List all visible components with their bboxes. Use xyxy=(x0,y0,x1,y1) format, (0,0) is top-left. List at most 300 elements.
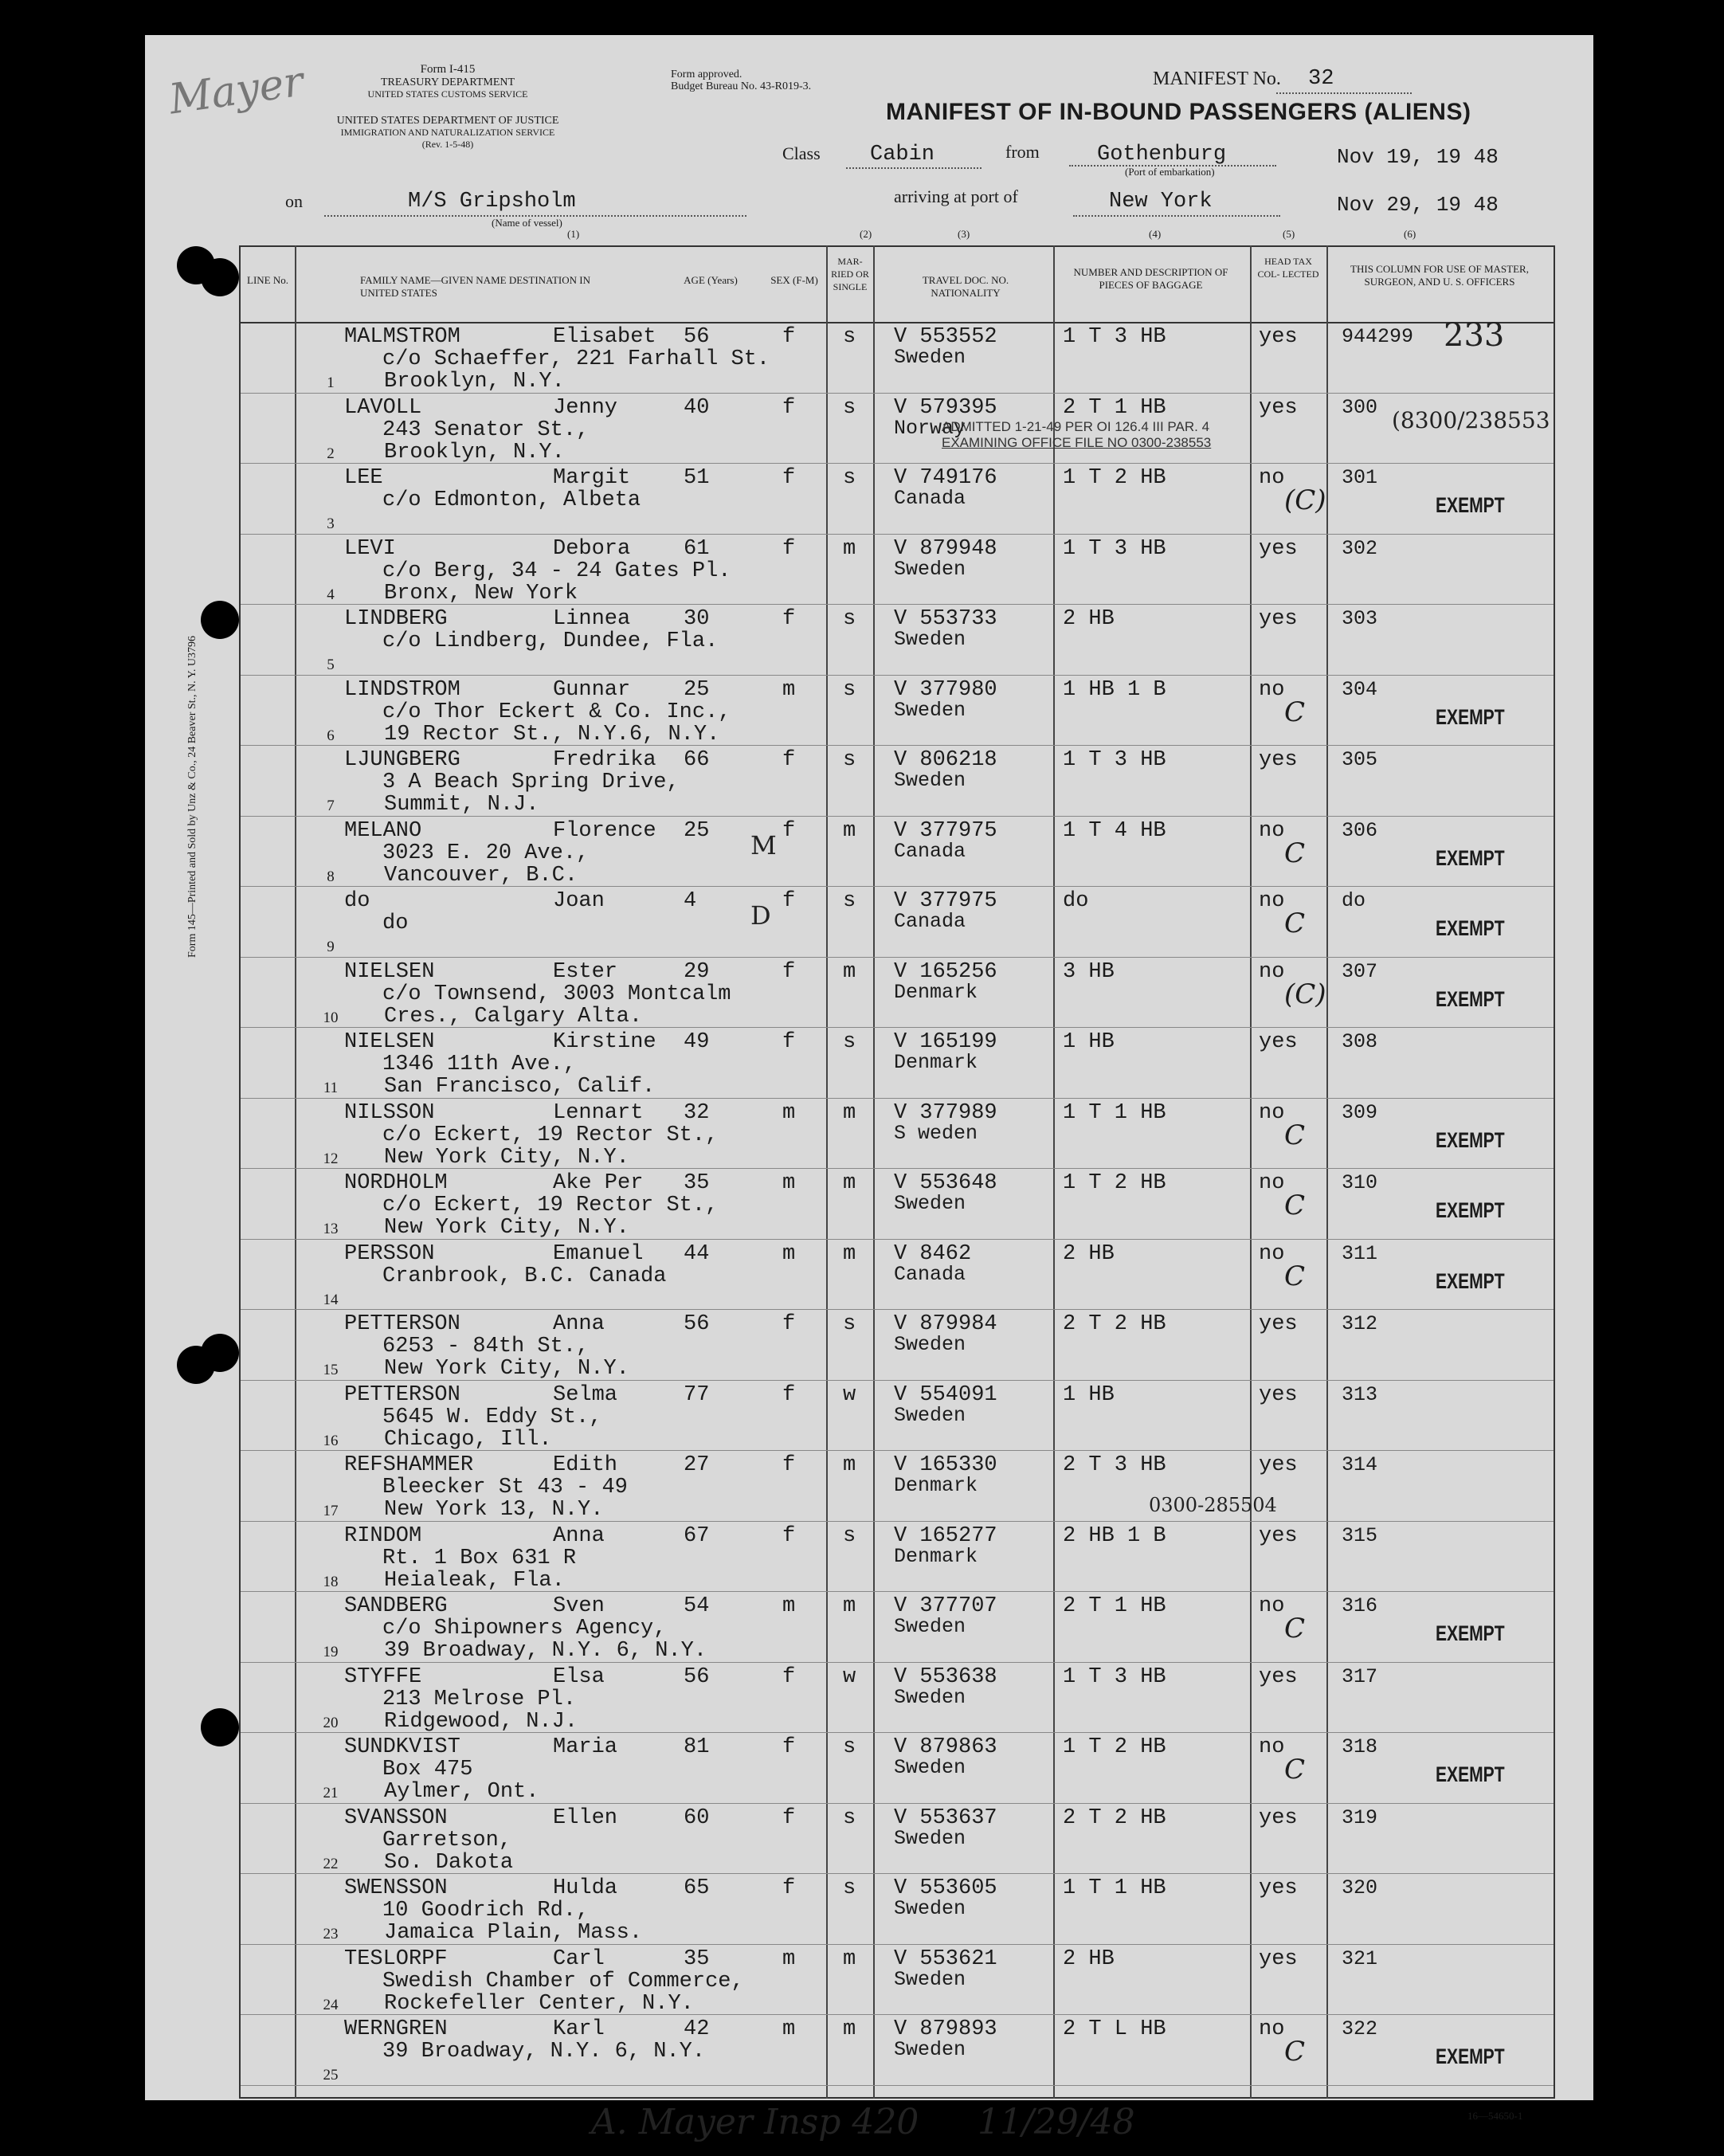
destination-line-2: Summit, N.J. xyxy=(384,793,539,817)
line-number: 13 xyxy=(323,1221,339,1237)
officer-number: 313 xyxy=(1342,1382,1378,1406)
col-header-baggage: NUMBER AND DESCRIPTION OF PIECES OF BAGGAGE xyxy=(1073,266,1228,291)
officer-number: 305 xyxy=(1342,748,1378,771)
nationality: Denmark xyxy=(894,1051,978,1074)
row-divider xyxy=(241,1380,1554,1381)
destination-line-1: c/o Eckert, 19 Rector St., xyxy=(382,1194,719,1217)
row-divider xyxy=(241,886,1554,887)
baggage: 2 HB 1 B xyxy=(1063,1523,1166,1548)
age: 51 xyxy=(684,466,710,490)
from-label: from xyxy=(1005,142,1040,162)
sex: f xyxy=(782,607,796,631)
sex: m xyxy=(782,1100,796,1125)
sex: f xyxy=(782,325,796,349)
nationality: Denmark xyxy=(894,980,978,1004)
table-row xyxy=(145,1029,1593,1100)
exempt-stamp: EXEMPT xyxy=(1436,1268,1505,1293)
vessel-name: M/S Gripsholm xyxy=(408,190,576,214)
row-divider xyxy=(241,2014,1554,2015)
inspection-date: 11/29/48 xyxy=(978,2102,1135,2142)
manifest-number-label: MANIFEST No. xyxy=(1153,69,1281,89)
officer-number: 300 xyxy=(1342,395,1378,419)
exempt-stamp: EXEMPT xyxy=(1436,845,1505,870)
travel-doc-number: V 749176 xyxy=(894,466,997,490)
given-name: Maria xyxy=(553,1735,618,1759)
head-tax: yes xyxy=(1259,1946,1298,1971)
inspector-mark: C xyxy=(1284,1613,1306,1644)
exempt-stamp: EXEMPT xyxy=(1436,1198,1505,1222)
line-number: 15 xyxy=(323,1362,339,1378)
nationality: Sweden xyxy=(894,1967,966,1991)
baggage: 2 T 2 HB xyxy=(1063,1805,1166,1830)
line-number: 8 xyxy=(327,868,335,885)
given-name: Karl xyxy=(553,2017,605,2041)
age: 77 xyxy=(684,1382,710,1407)
sex: f xyxy=(782,1876,796,1900)
officer-number: 317 xyxy=(1342,1664,1378,1688)
on-label: on xyxy=(285,191,303,211)
table-row xyxy=(145,394,1593,465)
nationality: Canada xyxy=(894,1262,966,1286)
officer-number: 316 xyxy=(1342,1594,1378,1617)
sex: m xyxy=(782,1171,796,1195)
table-row xyxy=(145,747,1593,817)
destination-line-2: Aylmer, Ont. xyxy=(384,1780,539,1804)
row-divider xyxy=(241,463,1554,464)
age: 60 xyxy=(684,1805,710,1830)
exempt-stamp: EXEMPT xyxy=(1436,1127,1505,1152)
nationality: Canada xyxy=(894,910,966,933)
inspector-mark: (C) xyxy=(1284,978,1326,1010)
punch-hole xyxy=(201,258,239,296)
col-header-head-tax: HEAD TAX COL- LECTED xyxy=(1257,256,1319,280)
col-header-travel-doc: TRAVEL DOC. NO. NATIONALITY xyxy=(922,274,1009,299)
manifest-sheet xyxy=(145,35,1593,2142)
line-number: 4 xyxy=(327,586,335,603)
marital-status: s xyxy=(843,325,856,349)
nationality: Sweden xyxy=(894,1897,966,1920)
family-name: SANDBERG xyxy=(344,1594,448,1618)
head-tax: no xyxy=(1259,1594,1285,1618)
baggage: 2 HB xyxy=(1063,1946,1115,1971)
nationality: Sweden xyxy=(894,1826,966,1850)
nationality: Canada xyxy=(894,487,966,510)
inspector-mark: C xyxy=(1284,907,1306,939)
line-number: 19 xyxy=(323,1644,339,1660)
marital-status: s xyxy=(843,607,856,631)
sex: f xyxy=(782,536,796,561)
head-tax: yes xyxy=(1259,1312,1298,1336)
sex: f xyxy=(782,818,796,843)
destination-line-1: Swedish Chamber of Commerce, xyxy=(382,1969,744,1993)
given-name: Debora xyxy=(553,536,631,561)
marital-status: m xyxy=(843,1946,856,1971)
handwritten-note: M xyxy=(750,829,777,860)
destination-line-1: c/o Edmonton, Albeta xyxy=(382,488,641,512)
table-row xyxy=(145,1875,1593,1946)
nationality: Sweden xyxy=(894,1756,966,1779)
travel-doc-number: V 165277 xyxy=(894,1523,997,1548)
table-row xyxy=(145,465,1593,535)
family-name: SVANSSON xyxy=(344,1805,448,1830)
row-divider xyxy=(241,604,1554,605)
sex: m xyxy=(782,2017,796,2041)
row-divider xyxy=(241,745,1554,746)
travel-doc-number: V 553605 xyxy=(894,1876,997,1900)
handwritten-note: (8300/238553 xyxy=(1392,406,1550,433)
travel-doc-number: V 8462 xyxy=(894,1241,972,1266)
baggage: 1 T 3 HB xyxy=(1063,748,1166,772)
sex: f xyxy=(782,889,796,913)
destination-line-2: New York City, N.Y. xyxy=(384,1357,629,1381)
table-row xyxy=(145,1664,1593,1735)
destination-line-1: Garretson, xyxy=(382,1828,512,1852)
line-number: 7 xyxy=(327,798,335,814)
marital-status: m xyxy=(843,536,856,561)
destination-line-1: Bleecker St 43 - 49 xyxy=(382,1476,628,1499)
officer-number: 321 xyxy=(1342,1946,1378,1970)
travel-doc-number: V 377975 xyxy=(894,889,997,913)
table-row xyxy=(145,535,1593,606)
manifest-number: 32 xyxy=(1308,67,1334,91)
table-row xyxy=(145,1523,1593,1593)
officer-number: 944299 xyxy=(1342,325,1414,348)
destination-line-1: c/o Townsend, 3003 Montcalm xyxy=(382,982,731,1006)
officer-number: 311 xyxy=(1342,1241,1378,1265)
sex: f xyxy=(782,1453,796,1477)
table-row xyxy=(145,1311,1593,1382)
given-name: Linnea xyxy=(553,607,631,631)
handwritten-note: 0300-285504 xyxy=(1149,1494,1277,1516)
col-header-sex: SEX (F-M) xyxy=(770,274,818,286)
head-tax: yes xyxy=(1259,1523,1298,1548)
sex: f xyxy=(782,1523,796,1548)
exempt-stamp: EXEMPT xyxy=(1436,1621,1505,1645)
sex: f xyxy=(782,748,796,772)
officer-number: 306 xyxy=(1342,818,1378,842)
nationality: Sweden xyxy=(894,769,966,792)
line-number: 11 xyxy=(323,1080,339,1096)
sex: f xyxy=(782,1030,796,1054)
row-divider xyxy=(241,957,1554,958)
admission-stamp xyxy=(942,419,1340,451)
travel-doc-number: V 879984 xyxy=(894,1312,997,1336)
head-tax: yes xyxy=(1259,1030,1298,1054)
age: 35 xyxy=(684,1171,710,1195)
family-name: NORDHOLM xyxy=(344,1171,448,1195)
destination-line-2: Brooklyn, N.Y. xyxy=(384,440,565,465)
family-name: LINDBERG xyxy=(344,607,448,631)
age: 4 xyxy=(684,889,697,913)
sex: m xyxy=(782,1946,796,1971)
nationality: Sweden xyxy=(894,1615,966,1638)
baggage: 1 HB xyxy=(1063,1030,1115,1054)
marital-status: s xyxy=(843,1523,856,1548)
baggage: 1 T 1 HB xyxy=(1063,1100,1166,1125)
family-name: SWENSSON xyxy=(344,1876,448,1900)
col-header-married: MAR- RIED OR SINGLE xyxy=(831,256,869,292)
budget-bureau: Budget Bureau No. 43-R019-3. xyxy=(671,80,812,92)
table-row xyxy=(145,1946,1593,2017)
travel-doc-number: V 554091 xyxy=(894,1382,997,1407)
table-row xyxy=(145,1170,1593,1241)
destination-line-2: 39 Broadway, N.Y. 6, N.Y. xyxy=(384,1639,707,1663)
destination-line-2: New York City, N.Y. xyxy=(384,1145,629,1170)
exempt-stamp: EXEMPT xyxy=(1436,493,1505,517)
baggage: 1 T 3 HB xyxy=(1063,1664,1166,1689)
exempt-stamp: EXEMPT xyxy=(1436,704,1505,729)
family-name: REFSHAMMER xyxy=(344,1453,474,1477)
destination-line-2: New York 13, N.Y. xyxy=(384,1498,604,1522)
head-tax: yes xyxy=(1259,1876,1298,1900)
row-divider xyxy=(241,393,1554,394)
table-row xyxy=(145,1452,1593,1523)
row-divider xyxy=(241,1732,1554,1733)
destination-line-1: 213 Melrose Pl. xyxy=(382,1687,577,1711)
inspector-mark: C xyxy=(1284,1119,1306,1151)
age: 42 xyxy=(684,2017,710,2041)
age: 81 xyxy=(684,1735,710,1759)
travel-doc-number: V 553637 xyxy=(894,1805,997,1830)
baggage: 2 T 1 HB xyxy=(1063,1594,1166,1618)
head-tax: no xyxy=(1259,889,1285,913)
head-tax: yes xyxy=(1259,395,1298,420)
family-name: TESLORPF xyxy=(344,1946,448,1971)
age: 27 xyxy=(684,1453,710,1477)
stamp-line-2: EXAMINING OFFICE FILE NO 0300-238553 xyxy=(942,435,1212,450)
family-name: LEVI xyxy=(344,536,396,561)
travel-doc-number: V 553733 xyxy=(894,607,997,631)
exempt-stamp: EXEMPT xyxy=(1436,916,1505,940)
margin-scribble: Mayer xyxy=(166,57,307,124)
table-row xyxy=(145,1734,1593,1805)
row-divider xyxy=(241,1309,1554,1310)
marital-status: m xyxy=(843,1594,856,1618)
marital-status: s xyxy=(843,1030,856,1054)
marital-status: m xyxy=(843,1453,856,1477)
table-row xyxy=(145,888,1593,958)
given-name: Edith xyxy=(553,1453,618,1477)
revision: (Rev. 1-5-48) xyxy=(421,139,474,150)
officer-number: 314 xyxy=(1342,1453,1378,1476)
age: 44 xyxy=(684,1241,710,1266)
officer-number: 303 xyxy=(1342,607,1378,630)
baggage: do xyxy=(1063,889,1089,913)
nationality: Sweden xyxy=(894,698,966,722)
family-name: do xyxy=(344,889,370,913)
given-name: Anna xyxy=(553,1312,605,1336)
form-code: 16—54650-1 xyxy=(1467,2110,1523,2122)
travel-doc-number: V 377975 xyxy=(894,818,997,843)
destination-line-1: 6253 - 84th St., xyxy=(382,1335,590,1358)
line-number: 5 xyxy=(327,657,335,673)
head-tax: no xyxy=(1259,1735,1285,1759)
line-number: 23 xyxy=(323,1926,339,1942)
table-row xyxy=(145,1100,1593,1170)
baggage: 3 HB xyxy=(1063,959,1115,984)
baggage: 1 T 1 HB xyxy=(1063,1876,1166,1900)
family-name: STYFFE xyxy=(344,1664,422,1689)
nationality: Sweden xyxy=(894,2038,966,2061)
col-number: (5) xyxy=(1283,228,1295,240)
family-name: LEE xyxy=(344,466,383,490)
line-number: 17 xyxy=(323,1503,339,1519)
given-name: Ake Per xyxy=(553,1171,644,1195)
destination-line-2: Chicago, Ill. xyxy=(384,1427,552,1452)
line-number: 9 xyxy=(327,939,335,955)
baggage: 1 T 3 HB xyxy=(1063,325,1166,349)
exempt-stamp: EXEMPT xyxy=(1436,2044,1505,2068)
nationality: Sweden xyxy=(894,346,966,369)
destination-line-2: Jamaica Plain, Mass. xyxy=(384,1921,643,1945)
table-row xyxy=(145,1593,1593,1664)
age: 67 xyxy=(684,1523,710,1548)
given-name: Jenny xyxy=(553,395,618,420)
family-name: NIELSEN xyxy=(344,1030,435,1054)
given-name: Ellen xyxy=(553,1805,618,1830)
justice-department: UNITED STATES DEPARTMENT OF JUSTICE xyxy=(336,115,559,127)
age: 25 xyxy=(684,677,710,702)
head-tax: no xyxy=(1259,2017,1285,2041)
marital-status: w xyxy=(843,1664,856,1689)
handwritten-note: 233 xyxy=(1444,317,1505,354)
marital-status: m xyxy=(843,1100,856,1125)
row-divider xyxy=(241,1450,1554,1451)
marital-status: s xyxy=(843,1312,856,1336)
inspector-mark: C xyxy=(1284,1754,1306,1786)
destination-line-1: Box 475 xyxy=(382,1758,473,1782)
officer-number: 307 xyxy=(1342,959,1378,983)
marital-status: s xyxy=(843,1735,856,1759)
exempt-stamp: EXEMPT xyxy=(1436,986,1505,1011)
destination-line-1: 39 Broadway, N.Y. 6, N.Y. xyxy=(382,2040,706,2064)
sex: f xyxy=(782,959,796,984)
baggage: 2 T 1 HB xyxy=(1063,395,1166,420)
stamp-line-1: ADMITTED 1-21-49 PER OI 126.4 III PAR. 4 xyxy=(942,419,1210,434)
col-number: (1) xyxy=(567,228,580,240)
sex: f xyxy=(782,1735,796,1759)
nationality: Sweden xyxy=(894,628,966,651)
sex: m xyxy=(782,677,796,702)
baggage: 2 HB xyxy=(1063,1241,1115,1266)
destination-line-1: c/o Thor Eckert & Co. Inc., xyxy=(382,700,731,724)
col-header-name: FAMILY NAME—GIVEN NAME DESTINATION IN UNITED STATES xyxy=(360,274,591,299)
row-divider xyxy=(241,1944,1554,1945)
row-divider xyxy=(241,2085,1554,2086)
given-name: Florence xyxy=(553,818,656,843)
age: 32 xyxy=(684,1100,710,1125)
travel-doc-number: V 879948 xyxy=(894,536,997,561)
col-header-line: LINE No. xyxy=(247,274,288,286)
travel-doc-number: V 579395 xyxy=(894,395,997,420)
baggage: 1 HB xyxy=(1063,1382,1115,1407)
destination-line-2: San Francisco, Calif. xyxy=(384,1075,656,1099)
head-tax: yes xyxy=(1259,607,1298,631)
age: 56 xyxy=(684,1312,710,1336)
line-number: 2 xyxy=(327,445,335,462)
col-number: (2) xyxy=(860,228,872,240)
row-divider xyxy=(241,1239,1554,1240)
baggage: 2 T L HB xyxy=(1063,2017,1166,2041)
baggage: 1 T 2 HB xyxy=(1063,1735,1166,1759)
head-tax: no xyxy=(1259,1100,1285,1125)
age: 49 xyxy=(684,1030,710,1054)
family-name: NILSSON xyxy=(344,1100,435,1125)
travel-doc-number: V 165256 xyxy=(894,959,997,984)
vessel-caption: (Name of vessel) xyxy=(492,217,562,229)
nationality: Canada xyxy=(894,839,966,863)
customs-service: UNITED STATES CUSTOMS SERVICE xyxy=(367,88,528,100)
travel-doc-number: V 165199 xyxy=(894,1030,997,1054)
family-name: SUNDKVIST xyxy=(344,1735,460,1759)
travel-doc-number: V 377980 xyxy=(894,677,997,702)
head-tax: yes xyxy=(1259,1805,1298,1830)
nationality: Sweden xyxy=(894,1333,966,1356)
given-name: Lennart xyxy=(553,1100,644,1125)
age: 25 xyxy=(684,818,710,843)
baggage: 1 T 2 HB xyxy=(1063,466,1166,490)
nationality: Sweden xyxy=(894,1192,966,1215)
row-divider xyxy=(241,816,1554,817)
officer-number: 309 xyxy=(1342,1100,1378,1124)
line-number: 24 xyxy=(323,1996,339,2013)
line-number: 18 xyxy=(323,1573,339,1590)
age: 54 xyxy=(684,1594,710,1618)
from-underline xyxy=(1069,165,1276,167)
port-of-embarkation-caption: (Port of embarkation) xyxy=(1125,166,1215,178)
destination-line-1: 3023 E. 20 Ave., xyxy=(382,841,590,865)
table-row xyxy=(145,1241,1593,1311)
head-tax: yes xyxy=(1259,536,1298,561)
page-title: MANIFEST OF IN-BOUND PASSENGERS (ALIENS) xyxy=(886,99,1471,125)
family-name: LAVOLL xyxy=(344,395,422,420)
destination-line-1: c/o Berg, 34 - 24 Gates Pl. xyxy=(382,559,731,583)
officer-number: 322 xyxy=(1342,2017,1378,2040)
nationality: Denmark xyxy=(894,1474,978,1497)
destination-line-2: Ridgewood, N.J. xyxy=(384,1709,578,1734)
head-tax: yes xyxy=(1259,325,1298,349)
col-header-officers: THIS COLUMN FOR USE OF MASTER, SURGEON, AND U. S. OFFICERS xyxy=(1350,263,1529,288)
class-underline xyxy=(846,167,982,169)
age: 61 xyxy=(684,536,710,561)
head-tax: yes xyxy=(1259,1664,1298,1689)
immigration-service: IMMIGRATION AND NATURALIZATION SERVICE xyxy=(340,127,555,138)
family-name: WERNGREN xyxy=(344,2017,448,2041)
table-row xyxy=(145,958,1593,1029)
line-number: 1 xyxy=(327,374,335,391)
marital-status: m xyxy=(843,2017,856,2041)
arrival-date: Nov 29, 19 48 xyxy=(1337,193,1499,217)
marital-status: m xyxy=(843,818,856,843)
destination-line-1: Rt. 1 Box 631 R xyxy=(382,1546,577,1570)
row-divider xyxy=(241,1168,1554,1169)
travel-doc-number: V 553638 xyxy=(894,1664,997,1689)
family-name: LJUNGBERG xyxy=(344,748,460,772)
row-divider xyxy=(241,1873,1554,1874)
family-name: PETTERSON xyxy=(344,1382,460,1407)
nationality: Sweden xyxy=(894,1403,966,1427)
line-number: 3 xyxy=(327,515,335,532)
given-name: Joan xyxy=(553,889,605,913)
given-name: Fredrika xyxy=(553,748,656,772)
travel-doc-number: V 879863 xyxy=(894,1735,997,1759)
inspector-mark: C xyxy=(1284,1260,1306,1292)
officer-number: 320 xyxy=(1342,1876,1378,1899)
destination-line-1: 1346 11th Ave., xyxy=(382,1053,577,1076)
travel-doc-number: V 377707 xyxy=(894,1594,997,1618)
given-name: Elisabet xyxy=(553,325,656,349)
destination-line-1: Cranbrook, B.C. Canada xyxy=(382,1264,667,1288)
